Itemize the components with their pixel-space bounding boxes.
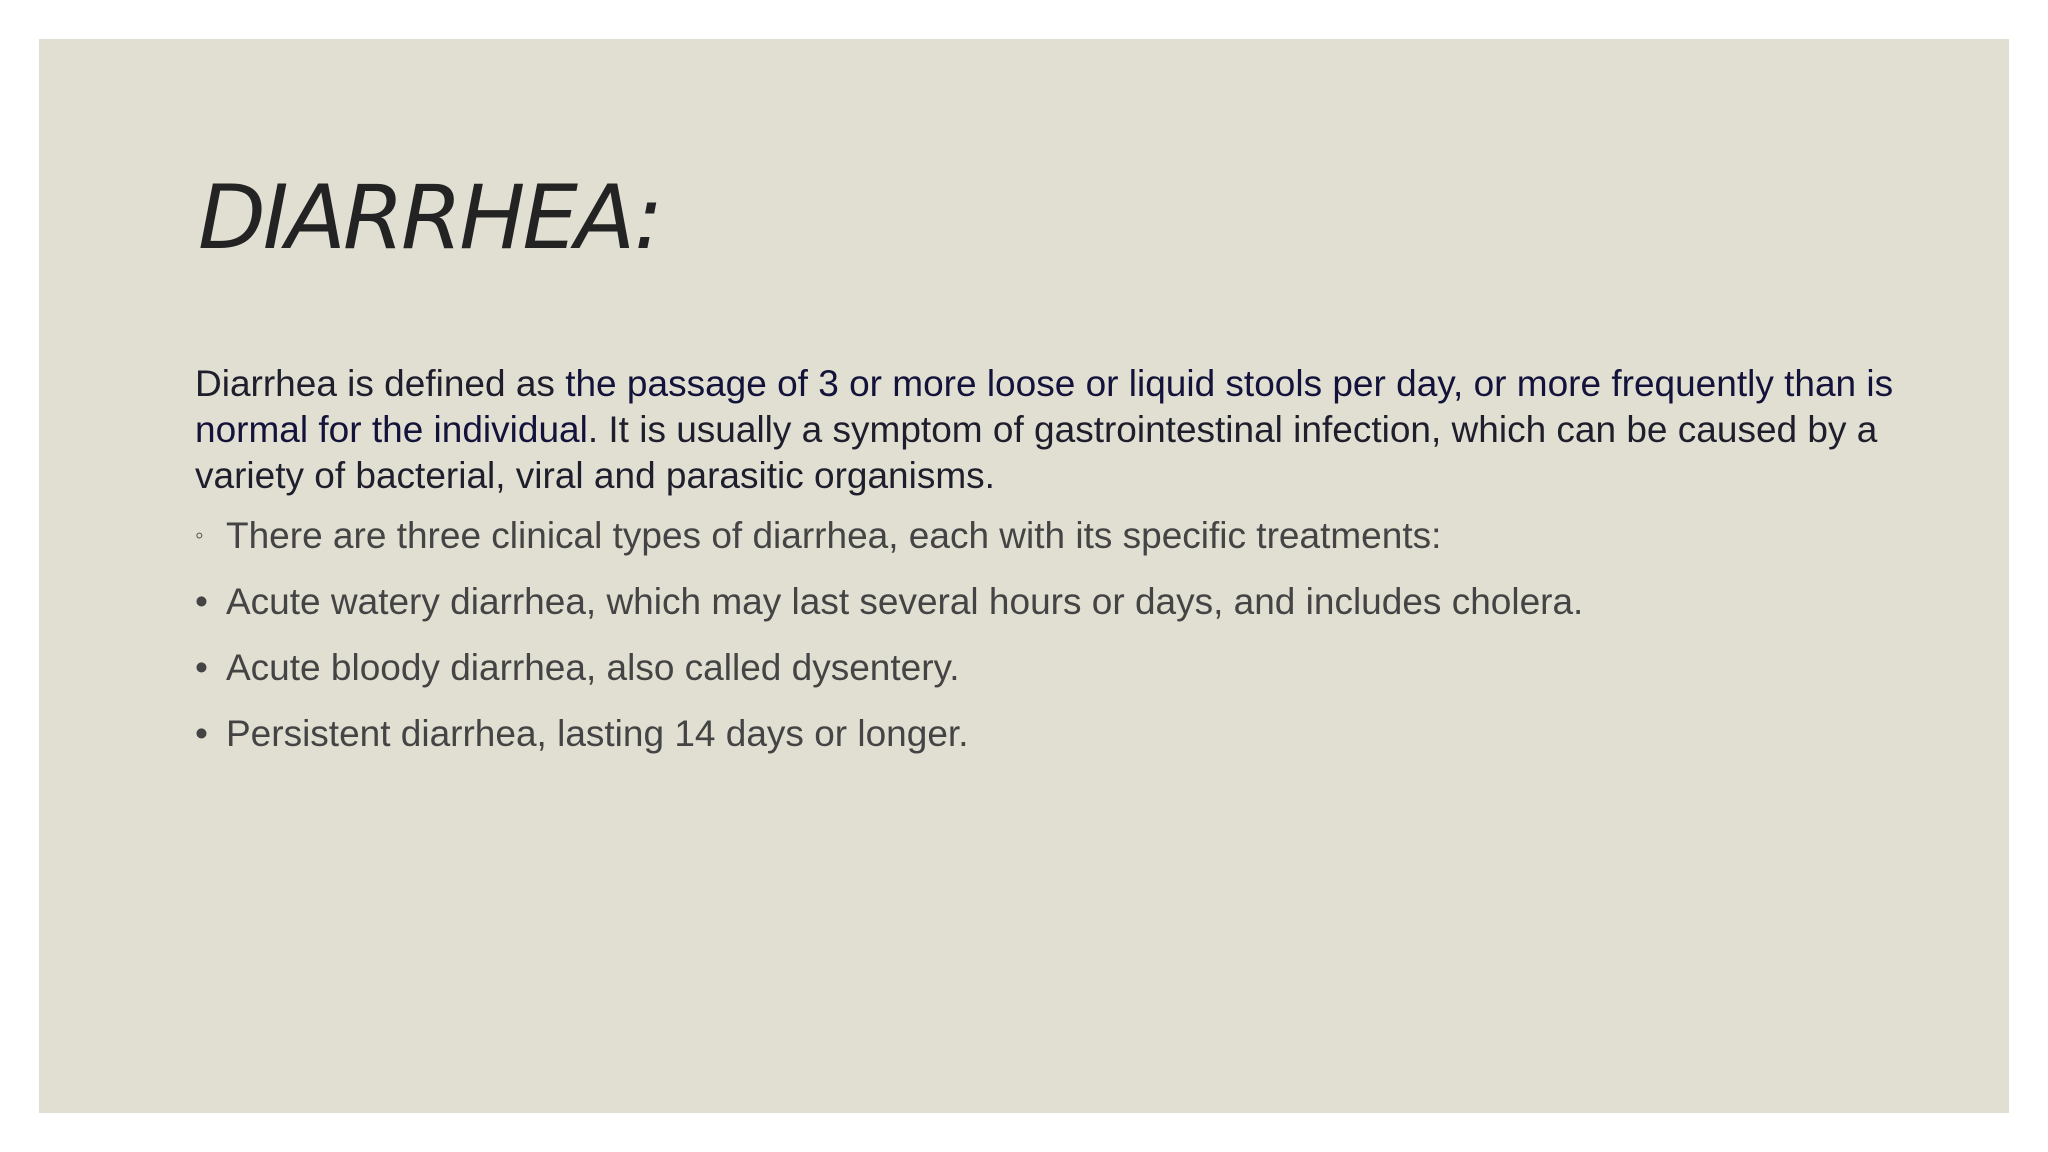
slide-body <box>195 361 1905 777</box>
bullet-icon: • <box>195 647 208 688</box>
list-item-text: Persistent diarrhea, lasting 14 days or longer. <box>226 713 969 754</box>
list-item <box>195 579 1905 625</box>
definition-lead: Diarrhea is defined as <box>195 363 566 404</box>
list-item-text: There are three clinical types of diarrhea, each with its specific treatments: <box>226 515 1442 556</box>
bullet-icon: • <box>195 581 208 622</box>
list-item-text: Acute bloody diarrhea, also called dysentery. <box>226 647 960 688</box>
list-item-text: Acute watery diarrhea, which may last several hours or days, and includes cholera. <box>226 581 1584 622</box>
bullet-list <box>195 513 1905 757</box>
hollow-bullet-icon: ◦ <box>195 522 204 549</box>
list-item <box>195 645 1905 691</box>
definition-paragraph <box>195 361 1905 499</box>
slide-title: DIARRHEA: <box>198 166 661 269</box>
definition-highlight: the passage of 3 or more loose or liquid stools per day, or more frequently than is normal for the individual <box>195 363 1894 450</box>
definition-rest: . It is usually a symptom of gastrointestinal infection, which can be caused by a variety of bacterial, viral and parasitic organisms. <box>195 409 1878 496</box>
list-item <box>195 513 1905 559</box>
bullet-icon: • <box>195 713 208 754</box>
slide <box>39 39 2009 1113</box>
list-item <box>195 711 1905 757</box>
